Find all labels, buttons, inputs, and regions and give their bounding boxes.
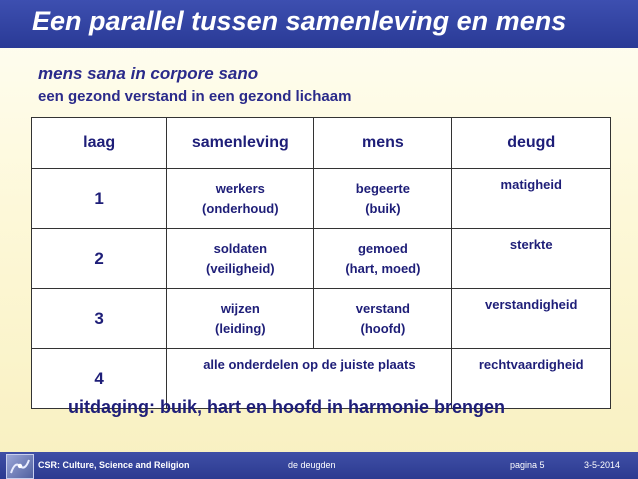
subtitle-latin: mens sana in corpore sano [38,64,259,83]
cell-line: soldaten [213,240,268,256]
course-logo-icon [6,454,34,479]
footer-bar [0,452,638,479]
cell-line: (leiding) [215,320,266,336]
cell-deugd: sterkte [452,229,611,289]
cell-merged: alle onderdelen op de juiste plaats [167,349,452,409]
cell-mens [314,229,452,289]
table-row [32,229,611,289]
footer-topic: de deugden [288,460,336,470]
cell-deugd: verstandigheid [452,289,611,349]
cell-laag: 1 [32,169,167,229]
cell-line: begeerte [355,180,410,196]
cell-line: gemoed [357,240,408,256]
header-mens: mens [314,118,452,169]
table-row [32,289,611,349]
subtitle-dutch: een gezond verstand in een gezond lichaam [38,88,352,105]
cell-samenleving [167,229,314,289]
footer-course: CSR: Culture, Science and Religion [38,460,190,470]
cell-line: (onderhoud) [202,200,279,216]
cell-laag: 2 [32,229,167,289]
cell-line: verstand [355,300,410,316]
logo-graphic [7,455,33,478]
header-laag: laag [32,118,167,169]
cell-laag: 3 [32,289,167,349]
footer-date: 3-5-2014 [584,460,621,470]
table-row [32,169,611,229]
cell-line: (buik) [365,200,401,216]
cell-line: (hart, moed) [345,260,421,276]
cell-laag: 4 [32,349,167,409]
cell-mens [314,169,452,229]
cell-line: (hoofd) [360,320,406,336]
cell-samenleving [167,289,314,349]
cell-line: werkers [215,180,265,196]
cell-mens [314,289,452,349]
challenge-text: uitdaging: buik, hart en hoofd in harmonie brengen [68,397,505,417]
footer-page: pagina 5 [510,460,545,470]
header-samenleving: samenleving [167,118,314,169]
slide-title: Een parallel tussen samenleving en mens [32,6,567,36]
cell-deugd: rechtvaardigheid [452,349,611,409]
cell-samenleving [167,169,314,229]
table-header-row [32,118,611,169]
cell-line: wijzen [220,300,260,316]
cell-deugd: matigheid [452,169,611,229]
header-deugd: deugd [452,118,611,169]
virtues-table [31,117,611,409]
cell-line: (veiligheid) [206,260,275,276]
title-bar [0,0,638,48]
